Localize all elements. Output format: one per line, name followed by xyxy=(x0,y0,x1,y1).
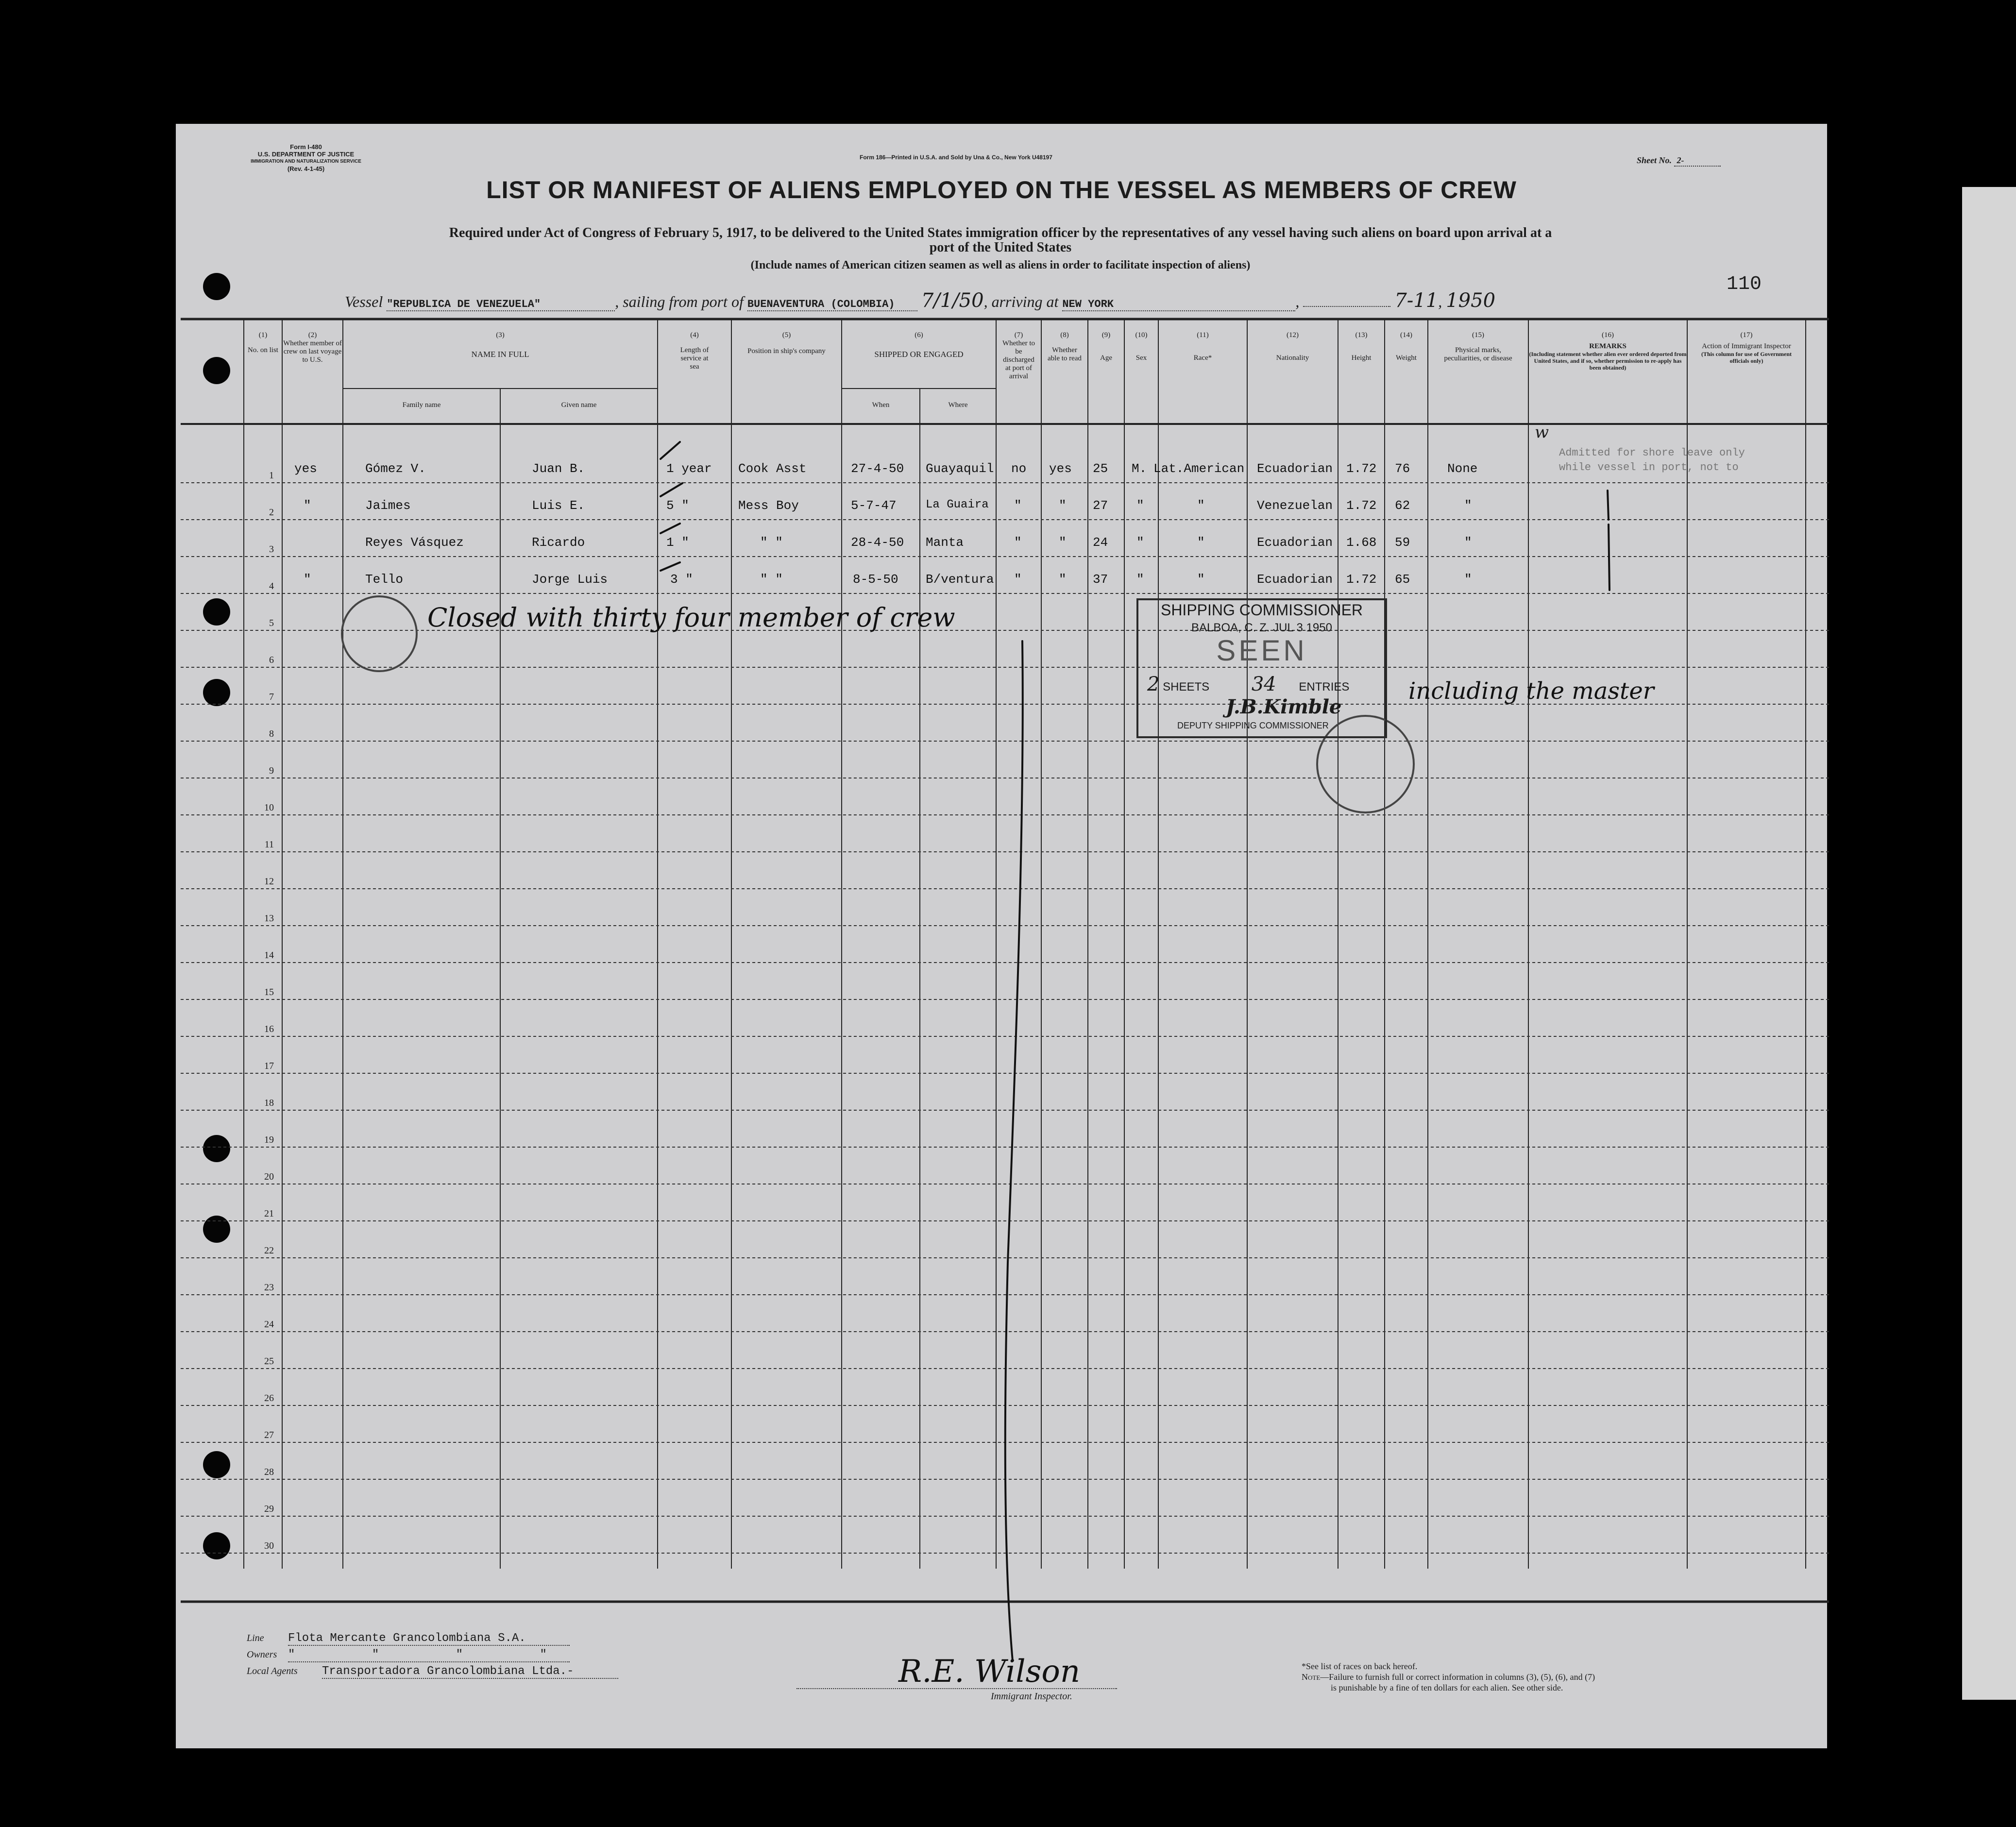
subtitle-line-2: port of the United States xyxy=(929,240,1072,255)
printer-line: Form 186—Printed in U.S.A. and Sold by Una & Co., New York U48197 xyxy=(860,154,1052,161)
row-number: 14 xyxy=(264,950,274,961)
col-number: (3) xyxy=(496,331,505,339)
col-label: Position in ship's company xyxy=(747,347,826,355)
row-number: 9 xyxy=(269,765,274,776)
row-number: 29 xyxy=(264,1504,274,1514)
col-number: (15) xyxy=(1472,331,1484,339)
race: " xyxy=(1197,498,1205,513)
service-length: 1 " xyxy=(666,535,689,550)
stamp-footer: DEPUTY SHIPPING COMMISSIONER xyxy=(1177,721,1329,730)
race: Lat.American xyxy=(1153,461,1245,476)
col-header-when: When xyxy=(872,401,890,409)
last-voyage: " xyxy=(304,572,311,587)
discharged: " xyxy=(1014,498,1022,513)
department: U.S. DEPARTMENT OF JUSTICE xyxy=(257,151,355,158)
row-number: 10 xyxy=(264,802,274,813)
shipped-when: 8-5-50 xyxy=(853,572,898,587)
form-number: Form I-480 xyxy=(290,143,322,151)
nationality: Venezuelan xyxy=(1257,498,1333,513)
col-label: SHIPPED OR ENGAGED xyxy=(874,350,964,359)
position: " " xyxy=(760,535,783,550)
sex: M. xyxy=(1132,461,1147,476)
able-to-read: yes xyxy=(1049,461,1072,476)
row-number: 11 xyxy=(264,839,274,850)
position: Cook Asst xyxy=(738,461,807,476)
row-number: 15 xyxy=(264,987,274,998)
row-number: 1 xyxy=(269,470,274,481)
able-to-read: " xyxy=(1059,535,1067,550)
row-number: 13 xyxy=(264,913,274,924)
col-label: Physical marks, peculiarities, or disease xyxy=(1444,346,1512,362)
sailing-label: sailing from port of xyxy=(623,293,744,310)
position: " " xyxy=(760,572,783,587)
stamp-sheets-label: SHEETS xyxy=(1163,680,1210,694)
footnote xyxy=(1302,1661,1595,1693)
row-number: 8 xyxy=(269,728,274,739)
weight: 59 xyxy=(1395,535,1410,550)
note-label: Note xyxy=(1302,1672,1321,1682)
physical-marks: " xyxy=(1464,572,1472,587)
race: " xyxy=(1197,535,1205,550)
shipped-where: Guayaquil xyxy=(926,461,994,476)
weight: 65 xyxy=(1395,572,1410,587)
inspector-label: Immigrant Inspector. xyxy=(991,1691,1072,1702)
shipped-when: 27-4-50 xyxy=(851,461,904,476)
age: 24 xyxy=(1093,535,1108,550)
agents-value: Transportadora Grancolombiana Ltda.- xyxy=(322,1665,618,1679)
age: 27 xyxy=(1093,498,1108,513)
last-voyage: yes xyxy=(294,461,317,476)
col-number: (1) xyxy=(258,331,268,339)
sheet-value: 2- xyxy=(1674,155,1721,167)
col-label: Weight xyxy=(1396,354,1417,362)
given-name: Juan B. xyxy=(532,461,585,476)
row-number: 12 xyxy=(264,876,274,887)
col-label: No. on list xyxy=(248,346,278,354)
inspector-signature: R.E. Wilson xyxy=(898,1654,1081,1690)
given-name: Ricardo xyxy=(532,535,585,550)
col-header-family: Family name xyxy=(402,401,441,409)
row-number: 16 xyxy=(264,1024,274,1034)
stamp-sheets-count: 2 xyxy=(1147,673,1160,695)
nationality: Ecuadorian xyxy=(1257,572,1333,587)
row-number: 7 xyxy=(269,692,274,702)
physical-marks: " xyxy=(1464,498,1472,513)
col-label: Age xyxy=(1100,354,1112,362)
weight: 76 xyxy=(1395,461,1410,476)
line-value: Flota Mercante Grancolombiana S.A. xyxy=(288,1632,570,1646)
col-label: Race* xyxy=(1193,354,1212,362)
col-header-where: Where xyxy=(948,401,968,409)
col-label: Whether able to read xyxy=(1048,346,1082,362)
stamp-entries-label: ENTRIES xyxy=(1299,680,1350,694)
col-label: NAME IN FULL xyxy=(471,350,529,359)
sheet-label: Sheet No. xyxy=(1637,155,1672,165)
sex: " xyxy=(1136,535,1144,550)
shipping-commissioner-stamp xyxy=(1136,598,1387,738)
owners-value: " " " " xyxy=(288,1648,570,1662)
stamp-entries-count: 34 xyxy=(1251,673,1276,695)
col-note: (Including statement whether alien ever ordered deported from United States, and if so, whether permission to re-apply has been obtained) xyxy=(1529,351,1687,371)
last-voyage: " xyxy=(304,498,311,513)
vessel-name: "REPUBLICA DE VENEZUELA" xyxy=(387,298,615,311)
subtitle-line-1: Required under Act of Congress of February 5, 1917, to be delivered to the United States immigration officer by the representatives of any vessel having such aliens on board upon arrival at a xyxy=(449,225,1552,240)
col-label: Sex xyxy=(1135,354,1147,362)
manifest-title: LIST OR MANIFEST OF ALIENS EMPLOYED ON THE VESSEL AS MEMBERS OF CREW xyxy=(486,176,1517,203)
col-label: Whether to be discharged at port of arrival xyxy=(1002,339,1035,380)
col-number: (12) xyxy=(1287,331,1299,339)
col-label: Nationality xyxy=(1276,354,1309,362)
col-number: (6) xyxy=(915,331,923,339)
given-name: Luis E. xyxy=(532,498,585,513)
race: " xyxy=(1197,572,1205,587)
owners-label: Owners xyxy=(247,1649,277,1660)
subtitle-note: (Include names of American citizen seamen as well as aliens in order to facilitate inspection of aliens) xyxy=(750,259,1251,271)
age: 25 xyxy=(1093,461,1108,476)
col-number: (5) xyxy=(782,331,791,339)
physical-marks: None xyxy=(1447,461,1478,476)
discharged: " xyxy=(1014,572,1022,587)
col-number: (14) xyxy=(1400,331,1412,339)
shipped-where: La Guaira xyxy=(926,498,989,511)
service-length: 1 year xyxy=(666,461,712,476)
col-note: (This column for use of Government officials only) xyxy=(1701,351,1792,364)
row-number: 27 xyxy=(264,1430,274,1440)
height: 1.72 xyxy=(1346,498,1377,513)
service: IMMIGRATION AND NATURALIZATION SERVICE xyxy=(251,159,361,164)
row-number: 4 xyxy=(269,581,274,592)
height: 1.68 xyxy=(1346,535,1377,550)
family-name: Jaimes xyxy=(365,498,411,513)
nationality: Ecuadorian xyxy=(1257,535,1333,550)
col-label: Length of service at sea xyxy=(680,346,709,371)
row-number: 20 xyxy=(264,1171,274,1182)
sailing-port: BUENAVENTURA (COLOMBIA) xyxy=(747,298,917,311)
row-number: 22 xyxy=(264,1245,274,1256)
remarks-typed: Admitted for shore leave only while vessel in port, not to xyxy=(1559,447,1745,474)
row-number: 23 xyxy=(264,1282,274,1293)
row-number: 6 xyxy=(269,655,274,665)
weight: 62 xyxy=(1395,498,1410,513)
col-label: REMARKS xyxy=(1589,342,1626,350)
line-label: Line xyxy=(247,1633,264,1643)
stamp-title: SHIPPING COMMISSIONER xyxy=(1160,601,1363,619)
col-label: Whether member of crew on last voyage to U.S. xyxy=(283,339,342,364)
closed-note: Closed with thirty four member of crew xyxy=(427,602,955,633)
agents-label: Local Agents xyxy=(247,1666,298,1676)
races-note: *See list of races on back hereof. xyxy=(1302,1661,1418,1671)
age: 37 xyxy=(1093,572,1108,587)
arriving-label: arriving at xyxy=(991,293,1059,310)
row-number: 18 xyxy=(264,1098,274,1108)
physical-marks: " xyxy=(1464,535,1472,550)
col-number: (11) xyxy=(1197,331,1209,339)
row-number: 21 xyxy=(264,1208,274,1219)
able-to-read: " xyxy=(1059,572,1067,587)
row-number: 26 xyxy=(264,1393,274,1404)
stamp-place-date: BALBOA, C. Z. JUL 3 1950 xyxy=(1191,621,1332,634)
col-number: (17) xyxy=(1740,331,1753,339)
stamp-seen: SEEN xyxy=(1216,634,1307,667)
height: 1.72 xyxy=(1346,572,1377,587)
family-name: Tello xyxy=(365,572,404,587)
row-number: 24 xyxy=(264,1319,274,1330)
given-name: Jorge Luis xyxy=(532,572,608,587)
row-number: 25 xyxy=(264,1356,274,1367)
able-to-read: " xyxy=(1059,498,1067,513)
revision: (Rev. 4-1-45) xyxy=(287,165,325,172)
height: 1.72 xyxy=(1346,461,1377,476)
nationality: Ecuadorian xyxy=(1257,461,1333,476)
vessel-label: Vessel xyxy=(345,293,383,310)
col-label: Height xyxy=(1351,354,1372,362)
footer-fields xyxy=(247,1632,618,1681)
col-number: (2) xyxy=(308,331,317,339)
sailing-date: 7/1/50 xyxy=(921,289,984,312)
row-number: 5 xyxy=(269,618,274,628)
row-number: 30 xyxy=(264,1540,274,1551)
col-number: (8) xyxy=(1060,331,1069,339)
col-number: (4) xyxy=(690,331,699,339)
col-number: (13) xyxy=(1355,331,1368,339)
family-name: Gómez V. xyxy=(365,461,426,476)
page-number-stamp: 110 xyxy=(1727,273,1762,295)
row-number: 3 xyxy=(269,544,274,555)
arrival-year: 1950 xyxy=(1446,289,1496,312)
shipped-when: 5-7-47 xyxy=(851,498,897,513)
arrival-date: 7-11 xyxy=(1394,289,1439,312)
remarks-mark: w xyxy=(1535,423,1549,442)
note-text-1: —Failure to furnish full or correct information in columns (3), (5), (6), and (7) xyxy=(1320,1672,1595,1682)
sex: " xyxy=(1136,498,1144,513)
note-text-2: is punishable by a fine of ten dollars for each alien. See other side. xyxy=(1331,1683,1563,1692)
vessel-line: Vessel "REPUBLICA DE VENEZUELA" , sailing from port of BUENAVENTURA (COLOMBIA) 7/1/50, arriving at NEW YORK , 7-11, 1950 xyxy=(345,289,1496,312)
col-label: Action of Immigrant Inspector xyxy=(1702,342,1791,350)
shipped-where: Manta xyxy=(926,535,964,550)
service-length: 3 " xyxy=(670,572,693,587)
col-number: (7) xyxy=(1014,331,1023,339)
arriving-port: NEW YORK xyxy=(1062,298,1295,311)
position: Mess Boy xyxy=(738,498,799,513)
col-number: (9) xyxy=(1101,331,1111,339)
inspector-line xyxy=(796,1688,1117,1689)
round-seal-left xyxy=(341,595,418,672)
discharged: no xyxy=(1011,461,1027,476)
col-number: (10) xyxy=(1135,331,1148,339)
shipped-where: B/ventura xyxy=(926,572,994,587)
shipped-when: 28-4-50 xyxy=(851,535,904,550)
service-length: 5 " xyxy=(666,498,689,513)
row-number: 28 xyxy=(264,1467,274,1477)
discharged: " xyxy=(1014,535,1022,550)
including-note: including the master xyxy=(1408,677,1654,705)
row-number: 2 xyxy=(269,507,274,518)
stamp-signature: J.B.Kimble xyxy=(1226,695,1342,718)
row-number: 19 xyxy=(264,1134,274,1145)
col-header-given: Given name xyxy=(561,401,597,409)
col-number: (16) xyxy=(1602,331,1614,339)
sex: " xyxy=(1136,572,1144,587)
row-number: 17 xyxy=(264,1061,274,1071)
family-name: Reyes Vásquez xyxy=(365,535,464,550)
